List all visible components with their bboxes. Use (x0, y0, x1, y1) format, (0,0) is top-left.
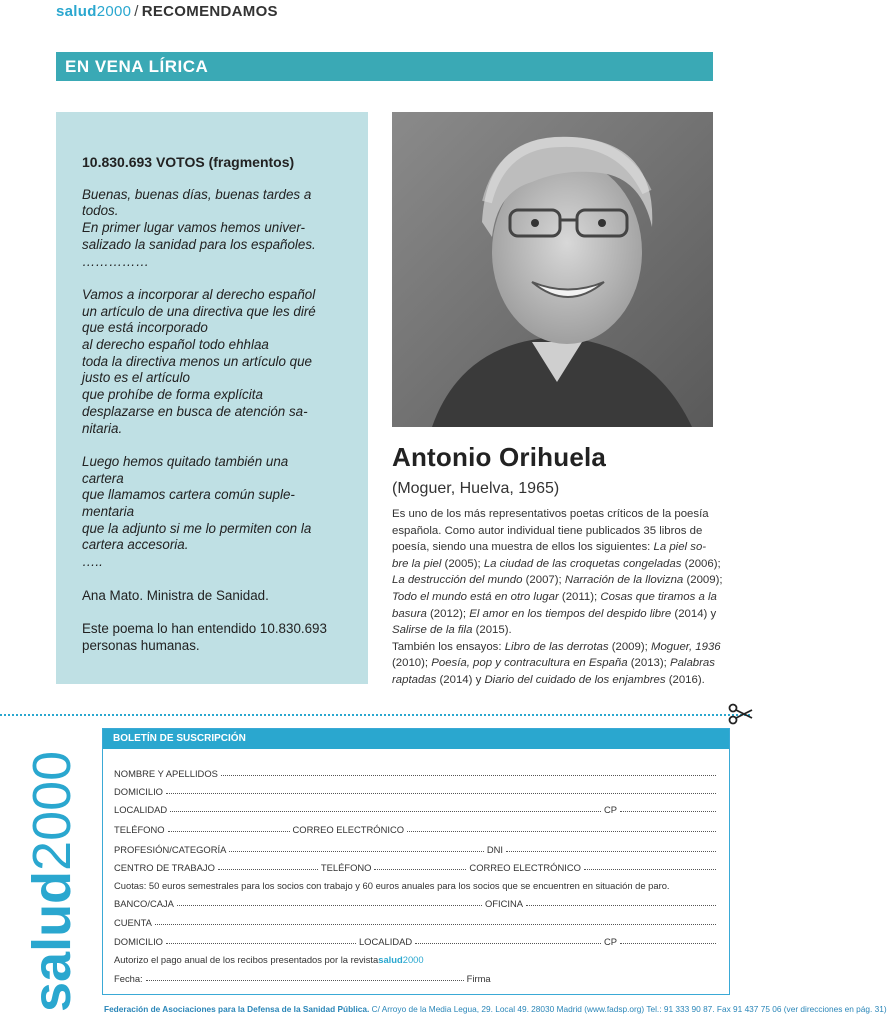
poem-box (56, 112, 368, 684)
poem-line: desplazarse en busca de atención sa- (82, 403, 308, 419)
autorizo-label: Autorizo el pago anual de los recibos presentados por la revista (114, 954, 379, 965)
correo2-input[interactable] (584, 868, 716, 870)
nombre-label: NOMBRE Y APELLIDOS (114, 768, 218, 779)
telefono-label: TELÉFONO (114, 824, 165, 835)
localidad2-label: LOCALIDAD (358, 936, 413, 947)
poem-line: Luego hemos quitado también una (82, 453, 289, 469)
nombre-input[interactable] (221, 774, 716, 776)
centro-row[interactable] (114, 859, 719, 873)
localidad2-input[interactable] (415, 942, 601, 944)
poem-line: que la adjunto si me lo permiten con la (82, 520, 312, 536)
domicilio2-label: DOMICILIO (114, 936, 163, 947)
centro-input[interactable] (218, 868, 318, 870)
portrait-image (392, 112, 713, 427)
domicilio2-input[interactable] (166, 942, 356, 944)
poem-closing-line: personas humanas. (82, 637, 200, 653)
profesion-dni-row[interactable] (114, 841, 719, 855)
cuenta-input[interactable] (155, 923, 716, 925)
correo-input[interactable] (407, 830, 716, 832)
oficina-label: OFICINA (484, 898, 523, 909)
poem-line: al derecho español todo ehhlaa (82, 337, 269, 353)
poem-line: ….. (82, 554, 103, 570)
bio-line: poesía, siendo una muestra de ellos los siguientes: La piel so- (392, 541, 707, 554)
poem-stanza-2 (82, 287, 352, 437)
cp-label: CP (603, 804, 617, 815)
bio-line: (2010); Poesía, pop y contracultura en España (2013); Palabras (392, 657, 715, 670)
poem-line: En primer lugar vamos hemos univer- (82, 220, 306, 236)
domicilio-label: DOMICILIO (114, 786, 163, 797)
brand-vertical-logo (22, 728, 84, 1016)
profesion-input[interactable] (229, 850, 484, 852)
poem-stanza-3 (82, 454, 352, 571)
telefono2-label: TELÉFONO (320, 862, 372, 873)
poem-line: …………… (82, 253, 149, 269)
footer-address: C/ Arroyo de la Media Legua, 29. Local 49. 28030 Madrid (www.fadsp.org) Tel.: 91 333 90 87. Fax 91 437 75 06 (ver direcciones en pág. 31) (369, 1004, 887, 1014)
section-title: RECOMENDAMOS (141, 3, 278, 20)
form-header (103, 729, 729, 749)
banco-row[interactable] (114, 895, 719, 909)
form-title: BOLETÍN DE SUSCRIPCIÓN (113, 733, 246, 744)
cuenta-row[interactable] (114, 914, 719, 928)
bio-line: basura (2012); El amor en los tiempos del despido libre (2014) y (392, 607, 717, 620)
header-separator: / (134, 3, 139, 20)
poem-closing-line: Este poema lo han entendido 10.830.693 (82, 620, 327, 636)
poem-line: un artículo de una directiva que les diré (82, 303, 316, 319)
author-name: Antonio Orihuela (392, 442, 607, 472)
cuenta-label: CUENTA (114, 917, 152, 928)
fecha-input[interactable] (146, 979, 464, 981)
svg-text:salud2000 (22, 751, 82, 1012)
localidad-label: LOCALIDAD (114, 804, 168, 815)
poem-line: que está incorporado (82, 320, 208, 336)
nombre-field[interactable] (114, 765, 719, 779)
correo-label: CORREO ELECTRÓNICO (292, 824, 405, 835)
subscription-form (102, 728, 730, 995)
domicilio-input[interactable] (166, 792, 716, 794)
cut-line (0, 714, 750, 716)
fecha-label: Fecha: (114, 973, 143, 984)
firma-space[interactable] (494, 980, 716, 981)
domicilio2-row[interactable] (114, 933, 719, 947)
cuotas-label: Cuotas: 50 euros semestrales para los socios con trabajo y 60 euros anuales para los socios que se encuentren en situación de paro. (114, 880, 670, 891)
poem-line: toda la directiva menos un artículo que (82, 353, 313, 369)
scissors-icon (728, 702, 754, 726)
domicilio-field[interactable] (114, 783, 719, 797)
poem-line: cartera accesoria. (82, 537, 189, 553)
localidad-input[interactable] (170, 810, 601, 812)
dni-label: DNI (486, 844, 503, 855)
brand-vertical-num: 2000 (22, 750, 82, 871)
oficina-input[interactable] (526, 904, 716, 906)
brand-inline-2000: 2000 (402, 954, 424, 965)
poem-line: cartera (82, 470, 124, 486)
brand-2000: 2000 (96, 3, 132, 20)
profesion-label: PROFESIÓN/CATEGORÍA (114, 844, 227, 855)
poem-line: que prohíbe de forma explícita (82, 387, 263, 403)
author-photo (392, 112, 713, 427)
poem-title: 10.830.693 VOTOS (fragmentos) (82, 154, 295, 170)
footer-text (104, 1004, 887, 1014)
bio-line: La destrucción del mundo (2007); Narración de la llovizna (2009); (392, 574, 723, 587)
poem-closing (82, 621, 352, 654)
author-origin: (Moguer, Huelva, 1965) (392, 480, 560, 497)
correo2-label: CORREO ELECTRÓNICO (469, 862, 581, 873)
author-bio (392, 506, 723, 689)
centro-label: CENTRO DE TRABAJO (114, 862, 215, 873)
cuotas-text (114, 877, 719, 891)
footer-org: Federación de Asociaciones para la Defensa de la Sanidad Pública. (104, 1004, 370, 1014)
bio-line: Es uno de los más representativos poetas críticos de la poesía (392, 508, 709, 520)
banco-label: BANCO/CAJA (114, 898, 174, 909)
section-banner (56, 52, 713, 81)
poem-line: mentaria (82, 504, 135, 520)
fecha-row[interactable] (114, 970, 719, 984)
dni-input[interactable] (506, 850, 716, 852)
cp-input[interactable] (620, 810, 716, 812)
poem-line: salizado la sanidad para los españoles. (82, 236, 316, 252)
autorizo-text (114, 951, 719, 965)
telefono-input[interactable] (168, 830, 290, 832)
banner-title: EN VENA LÍRICA (65, 57, 209, 76)
brand-vertical-bold: salud (22, 870, 82, 1012)
poem-line: Buenas, buenas días, buenas tardes a (82, 186, 312, 202)
poem-line: Vamos a incorporar al derecho español (82, 286, 316, 302)
bio-line: raptadas (2014) y Diario del cuidado de los enjambres (2016). (392, 673, 705, 686)
bio-line: Salirse de la fila (2015). (392, 624, 512, 637)
bio-line: También los ensayos: Libro de las derrotas (2009); Moguer, 1936 (392, 640, 721, 653)
page-header (56, 3, 278, 20)
poem-signature: Ana Mato. Ministra de Sanidad. (82, 587, 269, 603)
cp2-label: CP (603, 936, 617, 947)
poem-line: justo es el artículo (82, 370, 190, 386)
bio-line: española. Como autor individual tiene publicados 35 libros de (392, 524, 703, 537)
telefono-correo-row[interactable] (114, 821, 719, 835)
poem-line: que llamamos cartera común suple- (82, 487, 295, 503)
brand-salud: salud (56, 3, 97, 20)
bio-line: bre la piel (2005); La ciudad de las croquetas congeladas (2006); (392, 557, 721, 570)
poem-stanza-1 (82, 187, 352, 271)
localidad-field[interactable] (114, 801, 719, 815)
banco-input[interactable] (177, 904, 482, 906)
poem-line: todos. (82, 203, 119, 219)
bio-line: Todo el mundo está en otro lugar (2011); Cosas que tiramos a la (392, 590, 717, 603)
poem-line: nitaria. (82, 420, 123, 436)
brand-inline-salud: salud (378, 954, 403, 965)
cp2-input[interactable] (620, 942, 716, 944)
telefono2-input[interactable] (374, 868, 466, 870)
firma-label: Firma (466, 973, 491, 984)
